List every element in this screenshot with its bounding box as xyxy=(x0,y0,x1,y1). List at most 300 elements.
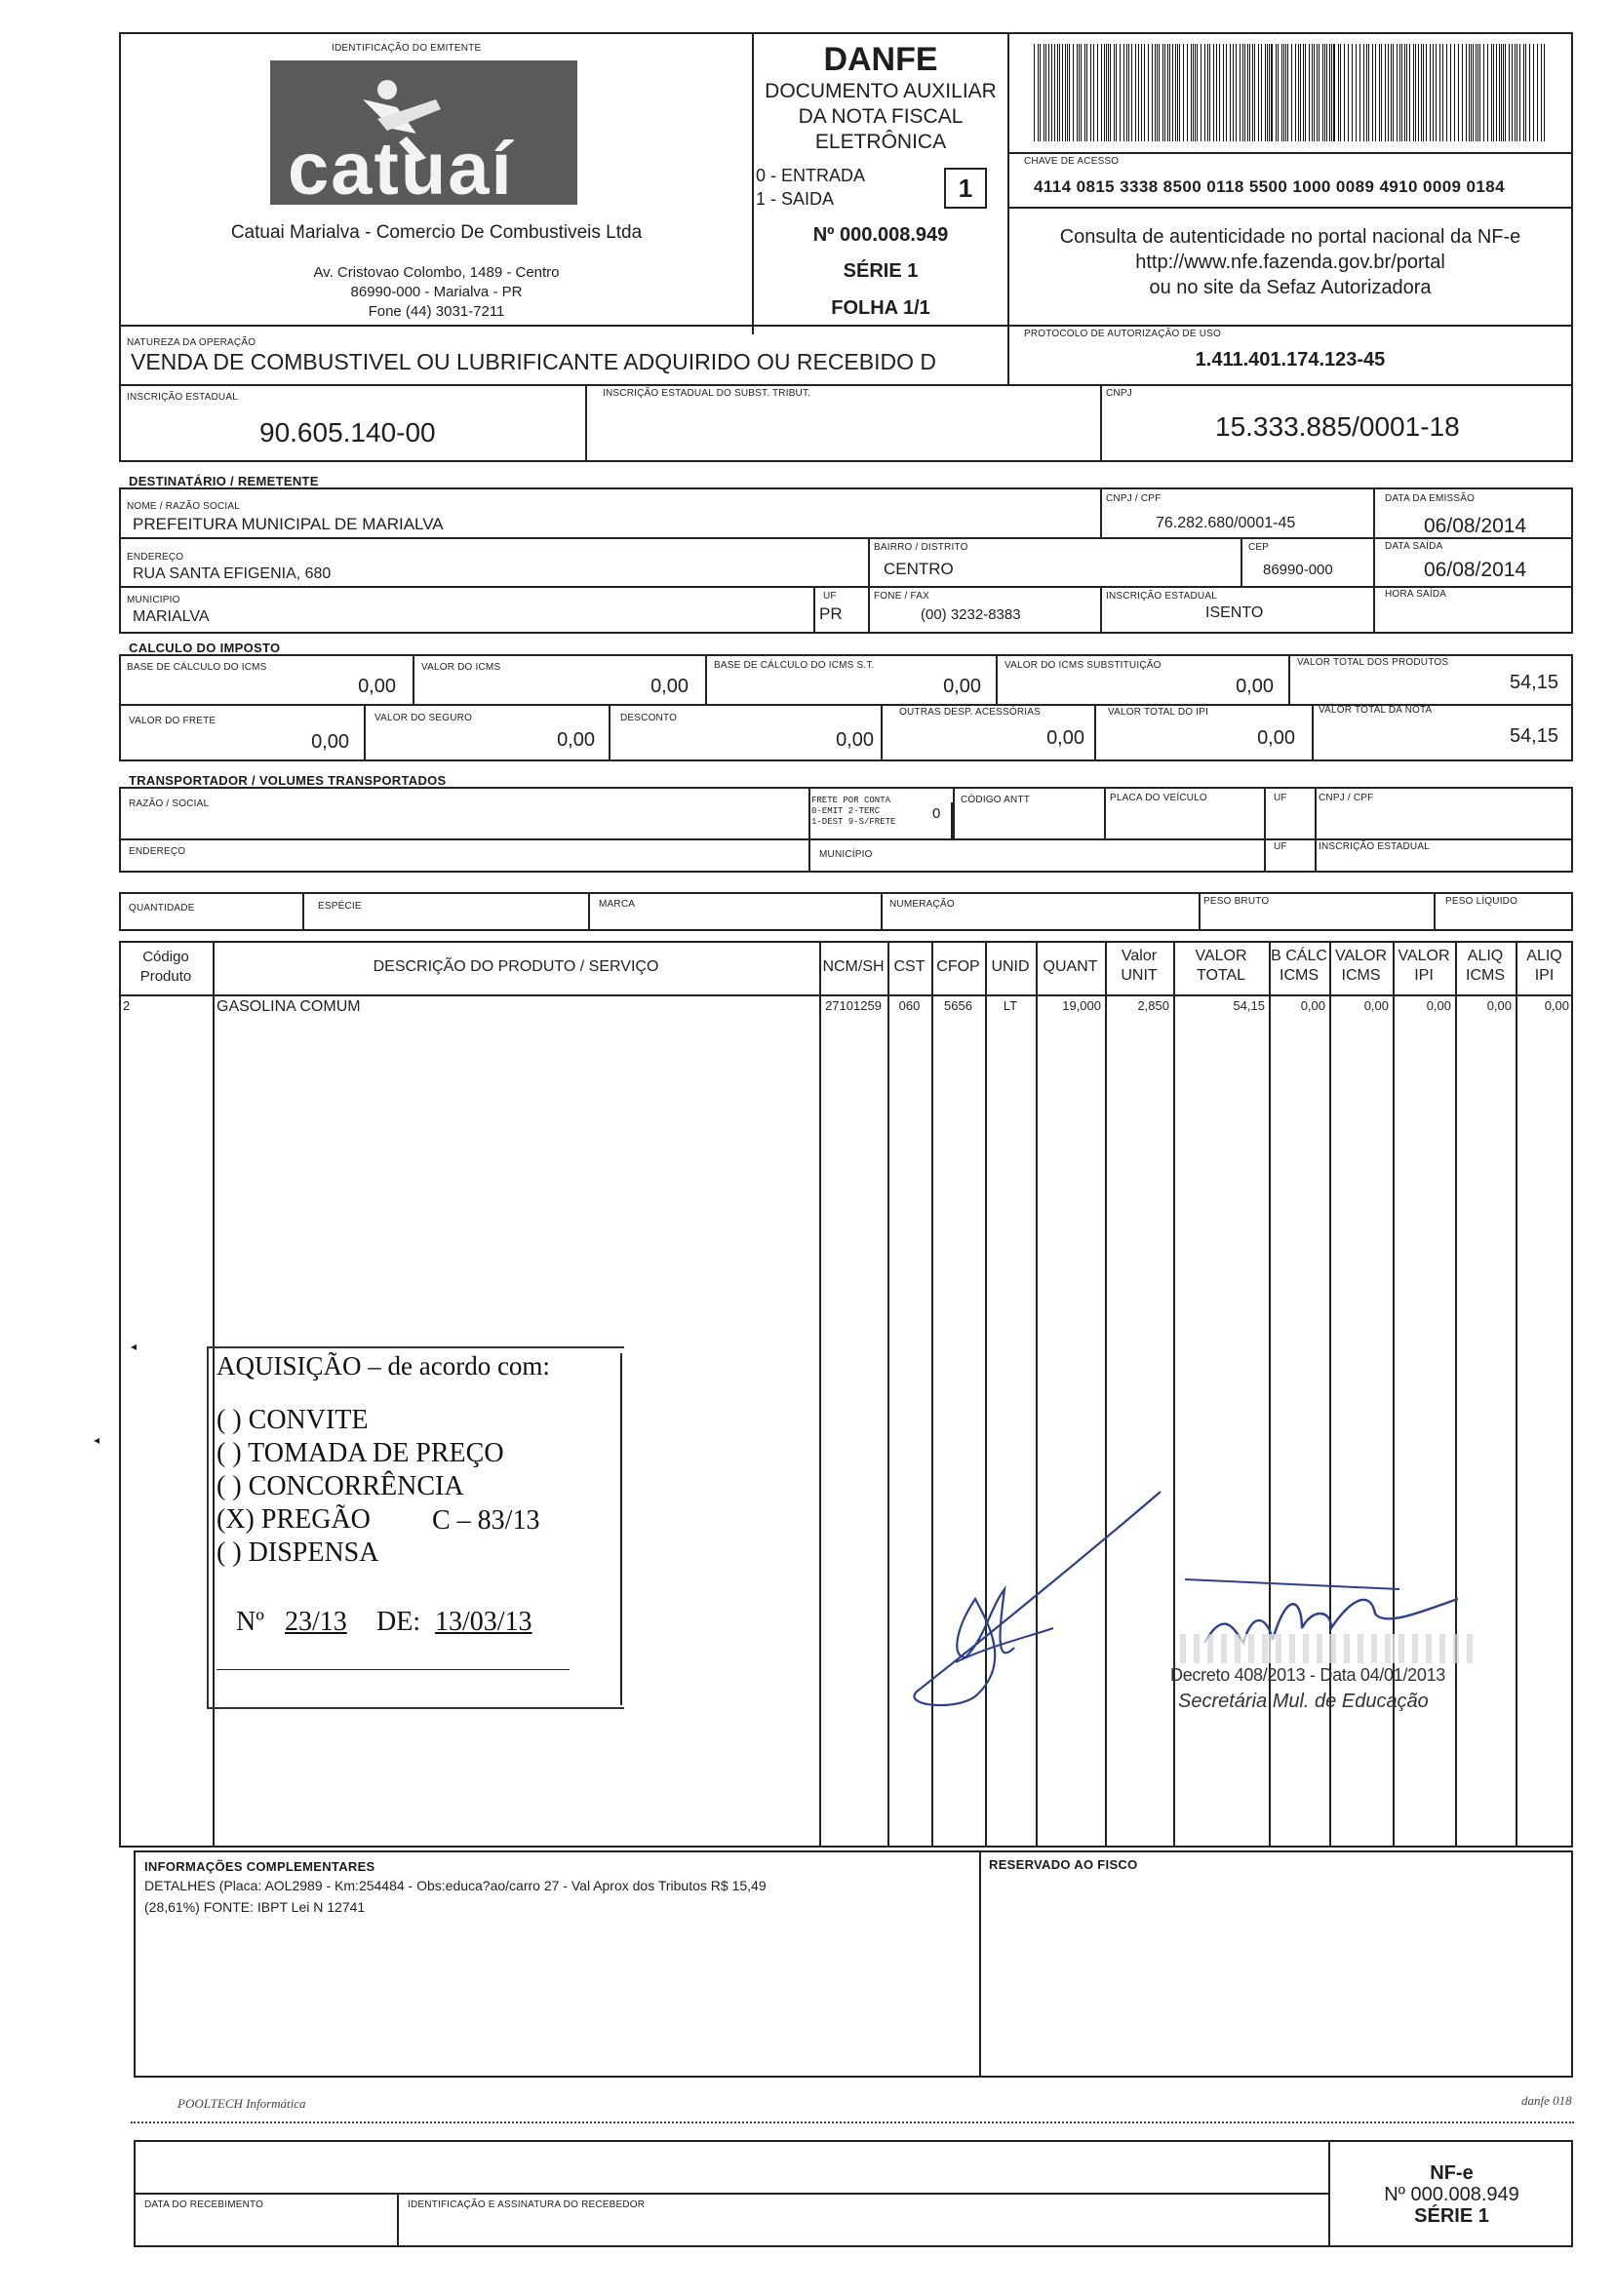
emitente-name: Catuai Marialva - Comercio De Combustiveis Ltda xyxy=(230,222,643,243)
col-header-quant: QUANT xyxy=(1043,958,1098,975)
barcode-bar xyxy=(1491,44,1492,141)
barcode-bar xyxy=(1541,44,1542,141)
barcode-bar xyxy=(1469,44,1470,141)
barcode-bar xyxy=(1462,44,1463,141)
cell-aliq-icms: 0,00 xyxy=(1486,998,1512,1013)
dest-hline-1 xyxy=(119,537,1573,539)
barcode-bar xyxy=(1195,44,1196,141)
barcode-bar xyxy=(1331,44,1332,141)
vol-v4 xyxy=(1199,892,1201,931)
col-header-bcalc-icms: B CÁLC ICMS xyxy=(1271,948,1327,984)
emitente-address1: Av. Cristovao Colombo, 1489 - Centro xyxy=(313,264,560,281)
barcode-bar xyxy=(1157,44,1158,141)
barcode-bar xyxy=(1187,44,1188,141)
barcode-bar xyxy=(1381,44,1382,141)
imp-frete: 0,00 xyxy=(311,731,349,753)
barcode-bar xyxy=(1391,44,1392,141)
barcode-bar xyxy=(1177,44,1178,141)
handwritten-signature-left xyxy=(897,1482,1209,1716)
imp-r2-v1 xyxy=(364,704,366,761)
barcode-bar xyxy=(1054,44,1055,141)
barcode-bar xyxy=(1193,44,1194,141)
destinatario-box xyxy=(119,487,1573,634)
col-header-descricao: DESCRIÇÃO DO PRODUTO / SERVIÇO xyxy=(373,958,659,975)
consulta-line2: http://www.nfe.fazenda.gov.br/portal xyxy=(1135,252,1445,273)
barcode-bar xyxy=(1271,44,1273,141)
protocolo-label: PROTOCOLO DE AUTORIZAÇÃO DE USO xyxy=(1024,329,1221,339)
barcode-bar xyxy=(1175,44,1176,141)
margin-mark-1: ◂ xyxy=(131,1340,138,1353)
cell-cst: 060 xyxy=(898,998,921,1013)
barcode-bar xyxy=(1179,44,1180,141)
imp-r1-v1 xyxy=(413,654,414,706)
imp-total-nota-label: VALOR TOTAL DA NOTA xyxy=(1319,705,1433,716)
imp-icms-st: 0,00 xyxy=(1236,676,1274,697)
imp-valor-icms-label: VALOR DO ICMS xyxy=(421,662,501,673)
barcode-bar xyxy=(1269,44,1270,141)
stamp-option-convite: ( ) CONVITE xyxy=(217,1405,369,1435)
cut-line xyxy=(131,2121,1574,2123)
barcode-bar xyxy=(1433,44,1434,141)
barcode-bar xyxy=(1529,44,1530,141)
barcode-bar xyxy=(1450,44,1451,141)
operacao-label: NATUREZA DA OPERAÇÃO xyxy=(127,337,256,348)
canhoto-assinatura-label: IDENTIFICAÇÃO E ASSINATURA DO RECEBEDOR xyxy=(408,2199,646,2210)
barcode-bar xyxy=(1375,44,1376,141)
dest-nome-label: NOME / RAZÃO SOCIAL xyxy=(127,501,241,512)
danfe-entrada: 0 - ENTRADA xyxy=(756,166,866,185)
dest-cnpj: 76.282.680/0001-45 xyxy=(1156,515,1296,531)
info-line2: (28,61%) FONTE: IBPT Lei N 12741 xyxy=(144,1899,366,1915)
danfe-code: danfe 018 xyxy=(1521,2093,1572,2108)
dest-hline-2 xyxy=(119,586,1573,588)
barcode-bar xyxy=(1086,44,1087,141)
barcode-bar xyxy=(1348,44,1349,141)
col-divider-ncm xyxy=(819,941,821,1848)
dest-bairro-label: BAIRRO / DISTRITO xyxy=(874,542,968,553)
chave-value: 4114 0815 3338 8500 0118 5500 1000 0089 4910 0009 0184 xyxy=(1034,177,1505,196)
cell-valor-unit: 2,850 xyxy=(1137,998,1169,1013)
barcode-bar xyxy=(1106,44,1107,141)
imp-outras: 0,00 xyxy=(1046,727,1084,749)
trans-v-antt xyxy=(953,787,955,840)
vol-numeracao-label: NUMERAÇÃO xyxy=(889,899,955,910)
barcode-bar xyxy=(1057,44,1058,141)
dest-vline-fone xyxy=(868,586,870,634)
danfe-subtitle2: DA NOTA FISCAL xyxy=(798,105,964,128)
imp-base-st: 0,00 xyxy=(943,676,981,697)
barcode-bar xyxy=(1333,44,1335,141)
barcode-bar xyxy=(1093,44,1094,141)
inscricao-divider-1 xyxy=(585,384,587,462)
trans-v-placa xyxy=(1104,787,1106,840)
carimbo-line1: Decreto 408/2013 - Data 04/01/2013 xyxy=(1170,1665,1446,1685)
dest-uf-label: UF xyxy=(823,591,837,602)
dest-vline-ie xyxy=(1100,586,1102,634)
col-header-cfop: CFOP xyxy=(936,958,980,975)
barcode-bar xyxy=(1204,44,1205,141)
imp-seguro: 0,00 xyxy=(557,729,595,751)
col-header-codigo: Código Produto xyxy=(139,949,192,985)
trans-frete-box xyxy=(811,796,895,828)
imposto-section: CALCULO DO IMPOSTO xyxy=(129,641,281,655)
cnpj-value: 15.333.885/0001-18 xyxy=(1215,411,1460,442)
stamp-option-dispensa: ( ) DISPENSA xyxy=(217,1537,379,1568)
volumes-row xyxy=(119,892,1573,931)
dest-endereco-label: ENDEREÇO xyxy=(127,552,184,563)
imp-r1-v3 xyxy=(996,654,998,706)
ie-st-label: INSCRIÇÃO ESTADUAL DO SUBST. TRIBUT. xyxy=(603,388,811,399)
dest-cep-label: CEP xyxy=(1248,542,1270,553)
produtos-header-line xyxy=(119,994,1573,996)
stamp-pregao-ref: C – 83/13 xyxy=(432,1505,540,1536)
barcode-bar xyxy=(1278,44,1279,141)
barcode-bar xyxy=(1069,44,1070,141)
barcode-bar xyxy=(1458,44,1459,141)
imp-total-produtos-label: VALOR TOTAL DOS PRODUTOS xyxy=(1297,657,1449,668)
barcode-bar xyxy=(1326,44,1327,141)
barcode-bar xyxy=(1393,44,1394,141)
vol-peso-liq-label: PESO LÍQUIDO xyxy=(1445,896,1518,907)
barcode-bar xyxy=(1338,44,1339,141)
barcode-bar xyxy=(1466,44,1467,141)
barcode-bar xyxy=(1317,44,1318,141)
dest-cep: 86990-000 xyxy=(1263,562,1333,578)
barcode-bar xyxy=(1123,44,1124,141)
chave-label: CHAVE DE ACESSO xyxy=(1024,156,1120,167)
dest-ie: ISENTO xyxy=(1205,604,1264,621)
barcode-bar xyxy=(1249,44,1250,141)
cell-valor-icms: 0,00 xyxy=(1363,998,1389,1013)
barcode-bar xyxy=(1207,44,1208,141)
stamp-options xyxy=(217,1404,504,1570)
barcode-bar xyxy=(1309,44,1310,141)
col-header-unid: UNID xyxy=(991,958,1030,975)
barcode-bar xyxy=(1244,44,1245,141)
trans-uf-label: UF xyxy=(1274,793,1287,803)
destinatario-section: DESTINATÁRIO / REMETENTE xyxy=(129,474,319,488)
imp-r1-v2 xyxy=(705,654,707,706)
barcode-bar xyxy=(1501,44,1502,141)
cell-aliq-ipi: 0,00 xyxy=(1544,998,1569,1013)
trans-municipio-label: MUNICÍPIO xyxy=(819,849,873,860)
dest-saida: 06/08/2014 xyxy=(1424,559,1527,581)
stamp-right-border xyxy=(620,1353,622,1705)
barcode-bar xyxy=(1423,44,1424,141)
imp-base-icms-label: BASE DE CÁLCULO DO ICMS xyxy=(127,662,267,673)
imp-outras-label: OUTRAS DESP. ACESSÓRIAS xyxy=(899,707,1042,718)
stamp-title: AQUISIÇÃO – de acordo com: xyxy=(217,1351,550,1381)
col-divider-aliq-ipi xyxy=(1516,941,1517,1848)
trans-hline xyxy=(119,838,1573,840)
barcode-bar xyxy=(1110,44,1111,141)
dest-ie-label: INSCRIÇÃO ESTADUAL xyxy=(1106,591,1217,602)
stamp-bottom-rule xyxy=(217,1669,570,1670)
barcode-bar xyxy=(1079,44,1080,141)
danfe-subtitle1: DOCUMENTO AUXILIAR xyxy=(765,80,997,102)
trans-placa-label: PLACA DO VEÍCULO xyxy=(1110,793,1207,803)
trans-frete-line2: 0-EMIT 2-TERC xyxy=(811,806,881,816)
barcode-bar xyxy=(1300,44,1301,141)
vol-v3 xyxy=(881,892,883,931)
stamp-option-concorrencia: ( ) CONCORRÊNCIA xyxy=(217,1471,464,1501)
dest-fone-label: FONE / FAX xyxy=(874,591,930,602)
barcode-bar xyxy=(1240,44,1241,141)
barcode-bar xyxy=(1379,44,1380,141)
imp-desconto: 0,00 xyxy=(836,729,874,751)
barcode-bar xyxy=(1209,44,1210,141)
dest-hora-label: HORA SAÍDA xyxy=(1385,589,1447,600)
barcode-bar xyxy=(1073,44,1074,141)
ie-value: 90.605.140-00 xyxy=(259,417,436,448)
barcode-bar xyxy=(1162,44,1163,141)
trans-frete-valuebox xyxy=(921,802,953,839)
barcode-bar xyxy=(1155,44,1156,141)
dest-nome: PREFEITURA MUNICIPAL DE MARIALVA xyxy=(133,515,444,533)
cell-quant: 19,000 xyxy=(1062,998,1101,1013)
cell-valor-ipi: 0,00 xyxy=(1426,998,1451,1013)
barcode-bar xyxy=(1436,44,1437,141)
dest-endereco: RUA SANTA EFIGENIA, 680 xyxy=(133,565,332,582)
dest-uf: PR xyxy=(819,604,843,623)
imp-valor-icms: 0,00 xyxy=(650,676,689,697)
barcode-bar xyxy=(1131,44,1132,141)
barcode-bar xyxy=(1183,44,1184,141)
barcode-bar xyxy=(1048,44,1049,141)
imp-base-icms: 0,00 xyxy=(358,676,396,697)
barcode-bar xyxy=(1120,44,1121,141)
danfe-numero: Nº 000.008.949 xyxy=(812,224,949,246)
info-divider xyxy=(979,1850,981,2078)
danfe-title: DANFE xyxy=(823,41,938,78)
barcode-bar xyxy=(1505,44,1506,141)
imp-ipi: 0,00 xyxy=(1257,727,1295,749)
trans-v-frete xyxy=(808,787,810,873)
barcode-bar xyxy=(1242,44,1243,141)
col-header-valor-icms: VALOR ICMS xyxy=(1334,948,1388,984)
chave-divider xyxy=(1007,152,1573,154)
canhoto-vline xyxy=(397,2193,399,2247)
barcode-bar xyxy=(1415,44,1416,141)
dest-municipio: MARIALVA xyxy=(133,608,210,625)
trans-antt-label: CÓDIGO ANTT xyxy=(961,795,1031,805)
barcode-bar xyxy=(1097,44,1098,141)
barcode-bar xyxy=(1344,44,1345,141)
software-credit: POOLTECH Informática xyxy=(177,2096,306,2111)
barcode-bar xyxy=(1446,44,1447,141)
barcode-bar xyxy=(1090,44,1091,141)
dest-vline-bairro xyxy=(868,537,870,588)
barcode-bar xyxy=(1476,44,1477,141)
barcode-bar xyxy=(1236,44,1237,141)
col-header-valor-unit: Valor UNIT xyxy=(1121,948,1158,984)
barcode-bar xyxy=(1065,44,1066,141)
stamp-inner-line xyxy=(213,1353,215,1607)
barcode-bar xyxy=(1051,44,1052,141)
cell-descricao: GASOLINA COMUM xyxy=(217,998,361,1015)
barcode-bar xyxy=(1067,44,1068,141)
dest-vline-uf xyxy=(813,586,815,634)
stamp-data: 13/03/13 xyxy=(435,1607,532,1637)
barcode-bar xyxy=(1216,44,1217,141)
consulta-line1: Consulta de autenticidade no portal nacional da NF-e xyxy=(1059,226,1521,248)
col-header-aliq-icms: ALIQ ICMS xyxy=(1466,948,1505,984)
barcode-bar xyxy=(1305,44,1306,141)
dest-vline-emissao xyxy=(1373,487,1375,634)
trans-frete-line1: FRETE POR CONTA xyxy=(811,796,891,805)
dest-vline-cnpj xyxy=(1100,487,1102,539)
cell-cfop: 5656 xyxy=(944,998,972,1013)
cell-valor-total: 54,15 xyxy=(1233,998,1265,1013)
barcode-bar xyxy=(1230,44,1231,141)
barcode-bar xyxy=(1404,44,1405,141)
barcode-bar xyxy=(1038,44,1039,141)
barcode-bar xyxy=(1413,44,1414,141)
barcode-bar xyxy=(1368,44,1369,141)
barcode-bar xyxy=(1135,44,1136,141)
barcode-bar xyxy=(1265,44,1266,141)
vol-v5 xyxy=(1434,892,1436,931)
barcode-bar xyxy=(1213,44,1214,141)
imp-total-nota: 54,15 xyxy=(1509,725,1558,747)
barcode-bar xyxy=(1372,44,1373,141)
barcode-bar xyxy=(1439,44,1440,141)
trans-v-cnpj xyxy=(1315,787,1317,873)
trans-cnpj-label: CNPJ / CPF xyxy=(1319,793,1374,803)
barcode-bar xyxy=(1062,44,1063,141)
stamp-data-label: DE: xyxy=(376,1607,421,1637)
margin-mark-2: ◂ xyxy=(94,1433,100,1447)
barcode-bar xyxy=(1084,44,1085,141)
barcode-bar xyxy=(1385,44,1386,141)
barcode-bar xyxy=(1077,44,1078,141)
barcode-bar xyxy=(1363,44,1364,141)
col-header-valor-total: VALOR TOTAL xyxy=(1195,948,1247,984)
barcode-bar xyxy=(1191,44,1192,141)
barcode-bar xyxy=(1418,44,1419,141)
barcode-bar xyxy=(1477,44,1478,141)
barcode-bar xyxy=(1247,44,1248,141)
barcode-bar xyxy=(1454,44,1455,141)
barcode-bar xyxy=(1356,44,1357,141)
barcode-bar xyxy=(1421,44,1422,141)
barcode-bar xyxy=(1366,44,1367,141)
barcode-bar xyxy=(1329,44,1330,141)
barcode-bar xyxy=(1509,44,1510,141)
col-header-valor-ipi: VALOR IPI xyxy=(1398,948,1450,984)
barcode-bar xyxy=(1471,44,1472,141)
barcode-bar xyxy=(1034,44,1035,141)
cell-bcalc-icms: 0,00 xyxy=(1300,998,1325,1013)
barcode-bar xyxy=(1223,44,1224,141)
consulta-line3: ou no site da Sefaz Autorizadora xyxy=(1149,277,1432,298)
imp-r2-v2 xyxy=(609,704,611,761)
barcode-bar xyxy=(1138,44,1139,141)
barcode-bar xyxy=(1399,44,1400,141)
imp-r2-v4 xyxy=(1094,704,1096,761)
canhoto-hline xyxy=(134,2193,1329,2195)
barcode-bar xyxy=(1197,44,1198,141)
inscricao-divider-2 xyxy=(1100,384,1102,462)
barcode-bar xyxy=(1537,44,1538,141)
barcode-bar xyxy=(1523,44,1524,141)
carimbo-smudge xyxy=(1180,1634,1473,1663)
barcode-icon xyxy=(1034,44,1549,141)
vol-marca-label: MARCA xyxy=(599,899,636,910)
barcode-bar xyxy=(1233,44,1234,141)
vol-v1 xyxy=(302,892,304,931)
barcode-bar xyxy=(1499,44,1500,141)
barcode-bar xyxy=(1544,44,1545,141)
trans-frete-value: 0 xyxy=(932,805,941,822)
barcode-bar xyxy=(1473,44,1474,141)
trans-razao-label: RAZÃO / SOCIAL xyxy=(129,798,210,809)
barcode-bar xyxy=(1108,44,1109,141)
barcode-bar xyxy=(1287,44,1288,141)
barcode-bar xyxy=(1525,44,1526,141)
imp-ipi-label: VALOR TOTAL DO IPI xyxy=(1108,707,1209,718)
barcode-bar xyxy=(1295,44,1296,141)
col-header-ncm: NCM/SH xyxy=(822,958,885,975)
barcode-bar xyxy=(1319,44,1320,141)
barcode-bar xyxy=(1081,44,1082,141)
fisco-label: RESERVADO AO FISCO xyxy=(989,1857,1138,1872)
trans-v-uf xyxy=(1264,787,1266,873)
barcode-bar xyxy=(1169,44,1170,141)
barcode-bar xyxy=(1359,44,1360,141)
barcode-bar xyxy=(1261,44,1262,141)
dest-vline-cep xyxy=(1241,537,1242,588)
barcode-bar xyxy=(1352,44,1353,141)
dest-cnpj-label: CNPJ / CPF xyxy=(1106,493,1162,504)
danfe-serie: SÉRIE 1 xyxy=(843,260,919,282)
barcode-bar xyxy=(1285,44,1286,141)
barcode-bar xyxy=(1340,44,1341,141)
barcode-bar xyxy=(1258,44,1259,141)
barcode-bar xyxy=(1442,44,1443,141)
ie-label: INSCRIÇÃO ESTADUAL xyxy=(127,392,238,403)
emitente-section-label: IDENTIFICAÇÃO DO EMITENTE xyxy=(332,43,482,54)
barcode-bar xyxy=(1324,44,1325,141)
dest-fone: (00) 3232-8383 xyxy=(921,606,1021,623)
barcode-bar xyxy=(1141,44,1142,141)
vol-qtd-label: QUANTIDADE xyxy=(129,903,195,914)
canhoto-serie: SÉRIE 1 xyxy=(1414,2205,1489,2227)
barcode-bar xyxy=(1116,44,1117,141)
barcode-bar xyxy=(1503,44,1504,141)
barcode-bar xyxy=(1303,44,1304,141)
barcode-bar xyxy=(1397,44,1398,141)
barcode-bar xyxy=(1312,44,1313,141)
barcode-bar xyxy=(1219,44,1220,141)
cnpj-label: CNPJ xyxy=(1106,388,1132,399)
barcode-bar xyxy=(1483,44,1484,141)
imp-r1-v4 xyxy=(1288,654,1290,706)
chave-divider-2 xyxy=(1007,207,1573,209)
danfe-folha: FOLHA 1/1 xyxy=(831,297,930,319)
barcode-bar xyxy=(1164,44,1165,141)
barcode-bar xyxy=(1254,44,1255,141)
barcode-bar xyxy=(1515,44,1516,141)
barcode-bar xyxy=(1314,44,1315,141)
cell-codigo: 2 xyxy=(123,998,131,1013)
barcode-bar xyxy=(1496,44,1497,141)
barcode-bar xyxy=(1101,44,1102,141)
barcode-bar xyxy=(1152,44,1153,141)
barcode-bar xyxy=(1409,44,1410,141)
barcode-bar xyxy=(1281,44,1282,141)
barcode-bar xyxy=(1493,44,1494,141)
